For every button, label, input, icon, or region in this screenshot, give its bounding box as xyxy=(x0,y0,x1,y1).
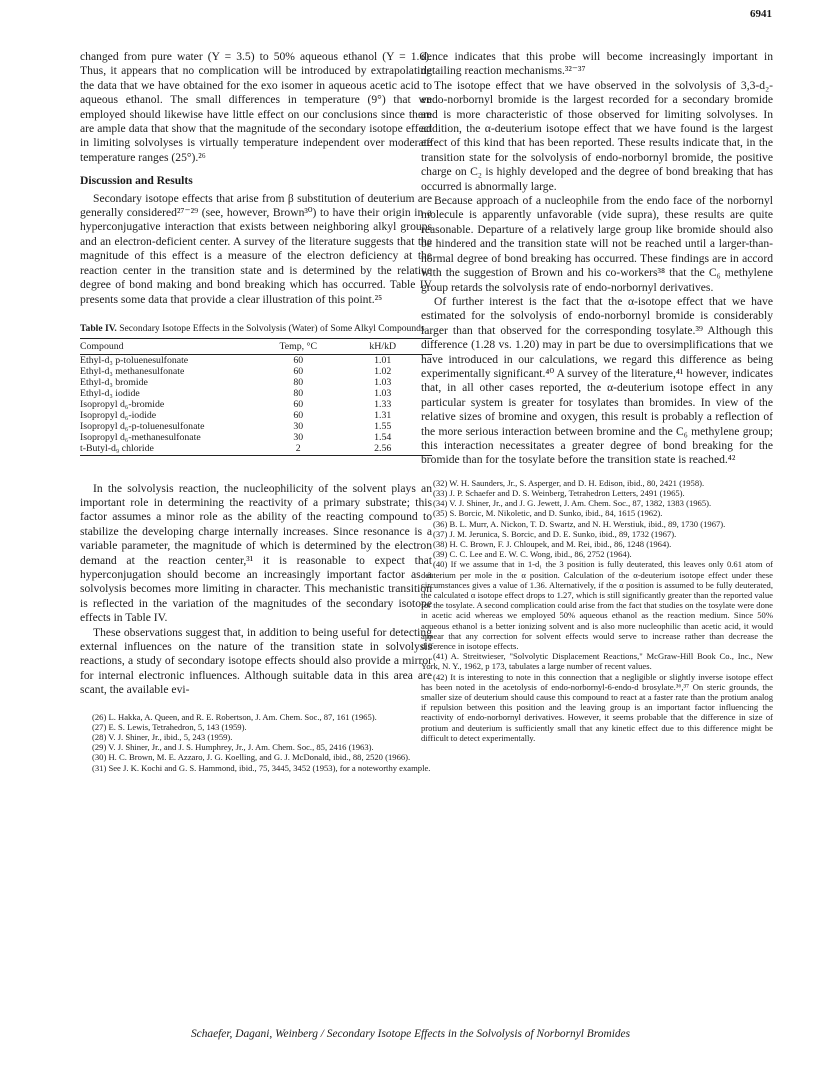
reference-item: (41) A. Streitwieser, "Solvolytic Displacement Reactions," McGraw-Hill Book Co., Inc., New York, N. Y., 1962, p 173, tabulates a large number of recent values. xyxy=(421,651,773,672)
table-row xyxy=(80,421,432,432)
reference-item: (42) It is interesting to note in this connection that a negligible or slightly inverse isotope effect has been noted in the acetolysis of endo-norbornyl-6-endo-d brosylate.³⁶,³⁷ On steric grounds, the smaller size of deuterium should cause this compound to react at a faster rate than the protium analog if repulsion between this position and the leaving group is an important factor influencing the reactivity of endo-norbornyl derivatives. However, it seems probable that the difference in size of protium and deuterium is sufficiently small that any kinetic effect due to this difference might be difficult to detect experimentally. xyxy=(421,671,773,743)
cell-compound: Ethyl-d₃ bromide xyxy=(80,376,148,388)
cell-compound: Isopropyl d₆-methanesulfonate xyxy=(80,431,201,443)
reference-item: (37) J. M. Jerunica, S. Borcic, and D. E. Sunko, ibid., 89, 1732 (1967). xyxy=(433,528,677,539)
table-row xyxy=(80,388,432,399)
cell-ratio: 1.03 xyxy=(374,387,392,399)
table-row xyxy=(80,432,432,443)
reference-item: (26) L. Hakka, A. Queen, and R. E. Robertson, J. Am. Chem. Soc., 87, 161 (1965). xyxy=(92,711,377,722)
table-caption xyxy=(80,323,432,335)
left-paragraph-3: In the solvolysis reaction, the nucleophilicity of the solvent plays an important role in determining the reactivity of a primary substrate; this factor assumes a minor role as the ability of the reacting compound to stabilize the developing charge internally increases. Since resonance is a variable parameter, the magnitude of which is determined by the electron demand at the reaction center,³¹ it is reasonable to expect that hyperconjugation should become an increasingly important factor as a solvolysis becomes more limiting in character. This mechanistic transition is reflected in the variation of the magnitudes of the secondary isotope effects in Table IV. xyxy=(80,481,432,625)
table-row xyxy=(80,354,432,366)
running-footer: Schaefer, Dagani, Weinberg / Secondary Isotope Effects in the Solvolysis of Norbornyl Bromides xyxy=(190,1028,631,1040)
cell-temp: 60 xyxy=(293,398,304,410)
cell-temp: 80 xyxy=(293,376,304,388)
left-references xyxy=(80,712,432,773)
cell-temp: 2 xyxy=(263,443,333,456)
reference-item: (31) See J. K. Kochi and G. S. Hammond, ibid., 75, 3445, 3452 (1953), for a noteworthy example. xyxy=(92,762,431,773)
right-column xyxy=(421,50,773,743)
page-number: 6941 xyxy=(750,8,772,20)
cell-compound: Isopropyl d₆-p-toluenesulfonate xyxy=(80,420,205,432)
table-row xyxy=(80,410,432,421)
right-paragraph-3: Because approach of a nucleophile from the endo face of the norbornyl molecule is apparently unfavorable (vide supra), these results are quite reasonable. Departure of a relatively large group like bromide should also be hindered and the transition state will not be reached until a larger-than-normal degree of bond breaking has occurred. These findings are in accord with the suggestion of Brown and his co-workers³⁸ that the C₆ methylene group retards the solvolysis rate of endo-norbornyl derivatives. xyxy=(421,194,773,294)
cell-ratio: 2.56 xyxy=(333,443,432,456)
reference-item: (35) S. Borcic, M. Nikoletic, and D. Sunko, ibid., 84, 1615 (1962). xyxy=(433,508,663,519)
cell-temp: 60 xyxy=(293,409,304,421)
cell-ratio: 1.03 xyxy=(374,376,392,388)
cell-ratio: 1.01 xyxy=(374,354,392,366)
cell-compound: Ethyl-d₃ iodide xyxy=(80,387,140,399)
right-references xyxy=(421,478,773,743)
left-column xyxy=(80,50,432,773)
header-compound: Compound xyxy=(80,338,263,354)
table-caption-label: Table IV. xyxy=(80,322,117,334)
table-header-row xyxy=(80,338,432,354)
right-paragraph-4: Of further interest is the fact that the α-isotope effect that we have estimated for the solvolysis of endo-norbornyl bromide is considerably larger than that observed for the corresponding tosylate.³⁹ Although this difference (1.28 vs. 1.20) may in part be due to oversimplifications that we have introduced in our calculations, we regard this difference as being experimentally significant.⁴⁰ A survey of the literature,⁴¹ however, indicates that, in all other cases reported, the α-deuterium isotope effect in any particular system is greater for tosylates than bromides. In view of the relative sizes of bromine and oxygen, this result is probably a reflection of the more serious interaction between bromine and the C₆ methylene group; this interaction necessitates a greater degree of bond breaking for the bromide than for the tosylate before the transition state is reached.⁴² xyxy=(421,294,773,467)
reference-item: (36) B. L. Murr, A. Nickon, T. D. Swartz, and N. H. Werstiuk, ibid., 89, 1730 (1967). xyxy=(433,518,726,529)
header-ratio: kH/kD xyxy=(333,338,432,354)
cell-compound: Isopropyl d₆-bromide xyxy=(80,398,165,410)
reference-item: (38) H. C. Brown, F. J. Chloupek, and M. Rei, ibid., 86, 1248 (1964). xyxy=(433,539,672,549)
cell-compound: Isopropyl d₆-iodide xyxy=(80,409,157,421)
cell-ratio: 1.31 xyxy=(374,409,392,421)
reference-item: (30) H. C. Brown, M. E. Azzaro, J. G. Koelling, and G. J. McDonald, ibid., 88, 2520 (1966). xyxy=(92,752,411,763)
left-paragraph-4: These observations suggest that, in addition to being useful for detecting external influences on the nature of the transition state in solvolysis reactions, a study of secondary isotope effects should also provide a mirror for internal electronic influences. Although suitable data in this area are scant, the available evi- xyxy=(80,625,432,697)
table-caption-text: Secondary Isotope Effects in the Solvolysis (Water) of Some Alkyl Compounds xyxy=(119,322,425,334)
left-paragraph-1: changed from pure water (Y = 3.5) to 50% aqueous ethanol (Y = 1.6). Thus, it appears that no complication will be introduced by extrapolating the data that we have obtained for the exo isomer in aqueous acetic acid to aqueous ethanol. The small differences in temperature (9°) that we employed should likewise have little effect on our conclusions since there are ample data that show that the magnitude of the secondary isotope effect in limiting solvolyses is virtually temperature independent over moderate temperature ranges (25°).²⁶ xyxy=(80,50,432,164)
cell-temp: 60 xyxy=(293,354,304,366)
reference-item: (34) V. J. Shiner, Jr., and J. G. Jewett, J. Am. Chem. Soc., 87, 1382, 1383 (1965). xyxy=(433,498,712,509)
table-row xyxy=(80,443,432,456)
reference-item: (28) V. J. Shiner, Jr., ibid., 5, 243 (1959). xyxy=(92,732,233,742)
cell-compound: Ethyl-d₃ p-toluenesulfonate xyxy=(80,354,189,366)
left-paragraph-2: Secondary isotope effects that arise from β substitution of deuterium are generally considered²⁷⁻²⁹ (see, however, Brown³⁰) to have their origin in a hyperconjugative interaction that exists between neighboring alkyl groups and an electron-deficient center. A survey of the literature suggests that the magnitude of this effect is a measure of the electron deficiency at the reaction center in the transition state and is determined by the relative degree of bond making and bond breaking which has occurred. Table IV presents some data that provide a clear illustration of this point.²⁵ xyxy=(80,191,432,306)
cell-compound: Ethyl-d₃ methanesulfonate xyxy=(80,365,185,377)
reference-item: (27) E. S. Lewis, Tetrahedron, 5, 143 (1959). xyxy=(92,721,247,732)
cell-compound: t-Butyl-d₉ chloride xyxy=(80,443,263,456)
cell-temp: 80 xyxy=(293,387,304,399)
reference-item: (33) J. P. Schaefer and D. S. Weinberg, Tetrahedron Letters, 2491 (1965). xyxy=(433,487,685,498)
cell-ratio: 1.55 xyxy=(374,420,392,432)
right-paragraph-2: The isotope effect that we have observed in the solvolysis of 3,3-d₂-endo-norbornyl bromide is the largest recorded for a secondary bromide and is more characteristic of those observed for limiting solvolyses. In addition, the α-deuterium isotope effect that we have found is the largest effect of this kind that has been reported. These results indicate that, in the transition state for the solvolysis of endo-norbornyl bromide, the positive charge on C₂ is highly developed and the degree of bond breaking that has occurred is abnormally large. xyxy=(421,78,773,193)
cell-ratio: 1.02 xyxy=(374,365,392,377)
reference-item: (40) If we assume that in 1-d₁ the 3 position is fully deuterated, this leaves only 0.61 atom of deuterium per mole in the α position. Calculation of the α-deuterium isotope effect under these circumstances gives a value of 1.36. Alternatively, if the α position is assumed to be fully deuterated, the calculated α isotope effect drops to 1.27, which is still significantly greater than the reported value for the tosylate. A second complication could arise from the fact that studies on the tosylate were done in acetic acid whereas we employed 50% aqueous ethanol as the reaction medium. Since 50% aqueous ethanol is a better ionizing solvent and is also more nucleophilic than acetic acid, it would appear that any correction for solvent effects would serve to increase rather than decrease the difference in isotope effects. xyxy=(421,559,773,652)
cell-ratio: 1.33 xyxy=(374,398,392,410)
reference-item: (32) W. H. Saunders, Jr., S. Asperger, and D. H. Edison, ibid., 80, 2421 (1958). xyxy=(433,477,705,488)
cell-temp: 60 xyxy=(293,365,304,377)
header-temp: Temp, °C xyxy=(263,338,333,354)
cell-temp: 30 xyxy=(293,431,304,443)
table-iv xyxy=(80,323,432,456)
reference-item: (29) V. J. Shiner, Jr., and J. S. Humphrey, Jr., J. Am. Chem. Soc., 85, 2416 (1963). xyxy=(92,742,374,753)
table-row xyxy=(80,377,432,388)
table-row xyxy=(80,366,432,377)
isotope-effects-table xyxy=(80,338,432,456)
right-paragraph-1: dence indicates that this probe will become increasingly important in detailing reaction mechanisms.³²⁻³⁷ xyxy=(421,50,773,78)
cell-ratio: 1.54 xyxy=(374,431,392,443)
table-row xyxy=(80,399,432,410)
cell-temp: 30 xyxy=(293,420,304,432)
reference-item: (39) C. C. Lee and E. W. C. Wong, ibid., 86, 2752 (1964). xyxy=(433,549,632,560)
section-heading: Discussion and Results xyxy=(80,174,193,188)
